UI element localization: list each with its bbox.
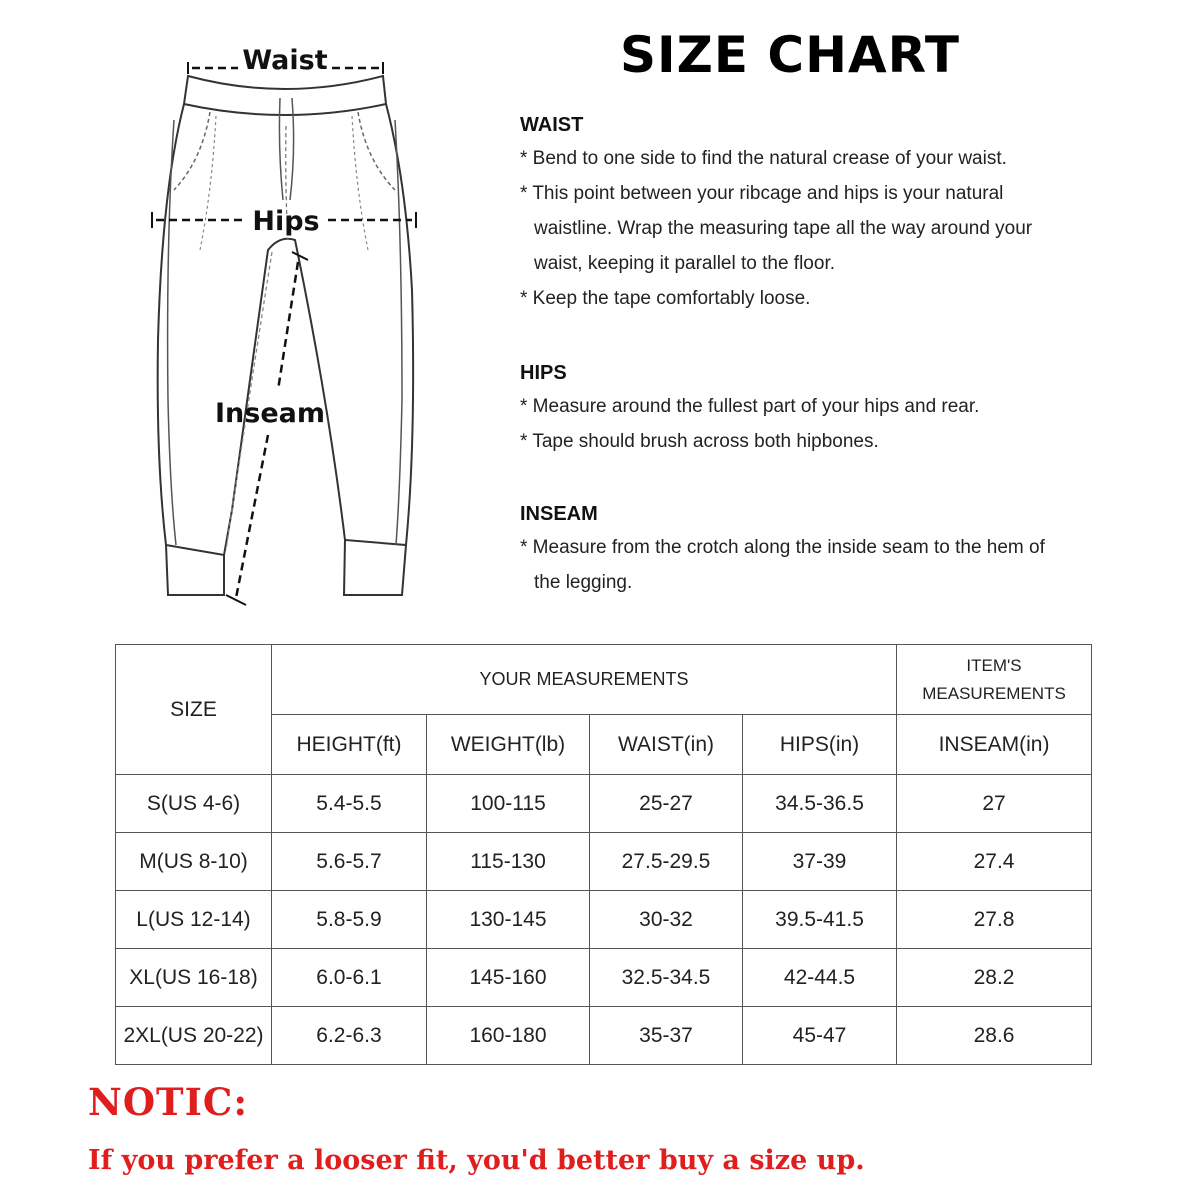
hips-bullet-2: * Tape should brush across both hipbones. <box>520 431 879 452</box>
inseam-cell: 28.2 <box>897 949 1092 1007</box>
height-cell: 6.0-6.1 <box>272 949 427 1007</box>
inseam-column-header: INSEAM(in) <box>897 715 1092 775</box>
pants-diagram <box>140 40 440 620</box>
weight-cell: 160-180 <box>427 1007 590 1065</box>
table-row <box>116 891 1092 949</box>
waist-section <box>520 114 1074 316</box>
weight-column-header: WEIGHT(lb) <box>427 715 590 775</box>
your-measurements-header: YOUR MEASUREMENTS <box>272 645 897 715</box>
height-cell: 5.8-5.9 <box>272 891 427 949</box>
inseam-cell: 27 <box>897 775 1092 833</box>
waist-label: Waist <box>242 45 328 76</box>
size-column-header: SIZE <box>116 645 272 775</box>
size-cell: M(US 8-10) <box>116 833 272 891</box>
items-measurements-header: ITEM'S MEASUREMENTS <box>897 645 1092 715</box>
hips-cell: 42-44.5 <box>743 949 897 1007</box>
hips-bullet-1: * Measure around the fullest part of your hips and rear. <box>520 396 980 417</box>
waist-cell: 27.5-29.5 <box>590 833 743 891</box>
hips-section <box>520 362 1074 459</box>
size-cell: L(US 12-14) <box>116 891 272 949</box>
size-cell: S(US 4-6) <box>116 775 272 833</box>
inseam-section <box>520 503 1054 600</box>
hips-heading: HIPS <box>520 362 567 384</box>
waist-cell: 35-37 <box>590 1007 743 1065</box>
size-table <box>115 644 1092 1065</box>
height-cell: 6.2-6.3 <box>272 1007 427 1065</box>
weight-cell: 100-115 <box>427 775 590 833</box>
height-cell: 5.4-5.5 <box>272 775 427 833</box>
weight-cell: 145-160 <box>427 949 590 1007</box>
hips-cell: 45-47 <box>743 1007 897 1065</box>
inseam-cell: 28.6 <box>897 1007 1092 1065</box>
waist-cell: 30-32 <box>590 891 743 949</box>
hips-column-header: HIPS(in) <box>743 715 897 775</box>
height-cell: 5.6-5.7 <box>272 833 427 891</box>
inseam-heading: INSEAM <box>520 503 598 525</box>
table-header-row <box>116 645 1092 715</box>
waist-column-header: WAIST(in) <box>590 715 743 775</box>
notice-heading: NOTIC: <box>88 1080 248 1124</box>
weight-cell: 130-145 <box>427 891 590 949</box>
size-cell: XL(US 16-18) <box>116 949 272 1007</box>
size-cell: 2XL(US 20-22) <box>116 1007 272 1065</box>
page-title: SIZE CHART <box>619 26 961 84</box>
table-row <box>116 1007 1092 1065</box>
inseam-bullet-1: * Measure from the crotch along the inside seam to the hem of the legging. <box>520 537 1045 593</box>
hips-label: Hips <box>252 206 320 237</box>
inseam-label: Inseam <box>214 398 326 429</box>
height-column-header: HEIGHT(ft) <box>272 715 427 775</box>
waist-bullet-2: * This point between your ribcage and hips is your natural waistline. Wrap the measuring tape all the way around your waist, keeping it parallel to the floor. <box>520 183 1033 274</box>
table-row <box>116 833 1092 891</box>
table-row <box>116 775 1092 833</box>
waist-bullet-3: * Keep the tape comfortably loose. <box>520 288 811 309</box>
waist-cell: 32.5-34.5 <box>590 949 743 1007</box>
table-row <box>116 949 1092 1007</box>
hips-cell: 39.5-41.5 <box>743 891 897 949</box>
waist-heading: WAIST <box>520 114 584 136</box>
weight-cell: 115-130 <box>427 833 590 891</box>
inseam-cell: 27.4 <box>897 833 1092 891</box>
hips-cell: 37-39 <box>743 833 897 891</box>
waist-bullet-1: * Bend to one side to find the natural crease of your waist. <box>520 148 1007 169</box>
hips-cell: 34.5-36.5 <box>743 775 897 833</box>
notice-text: If you prefer a looser fit, you'd better buy a size up. <box>88 1145 865 1176</box>
inseam-cell: 27.8 <box>897 891 1092 949</box>
waist-cell: 25-27 <box>590 775 743 833</box>
pants-outline-illustration <box>140 40 440 620</box>
